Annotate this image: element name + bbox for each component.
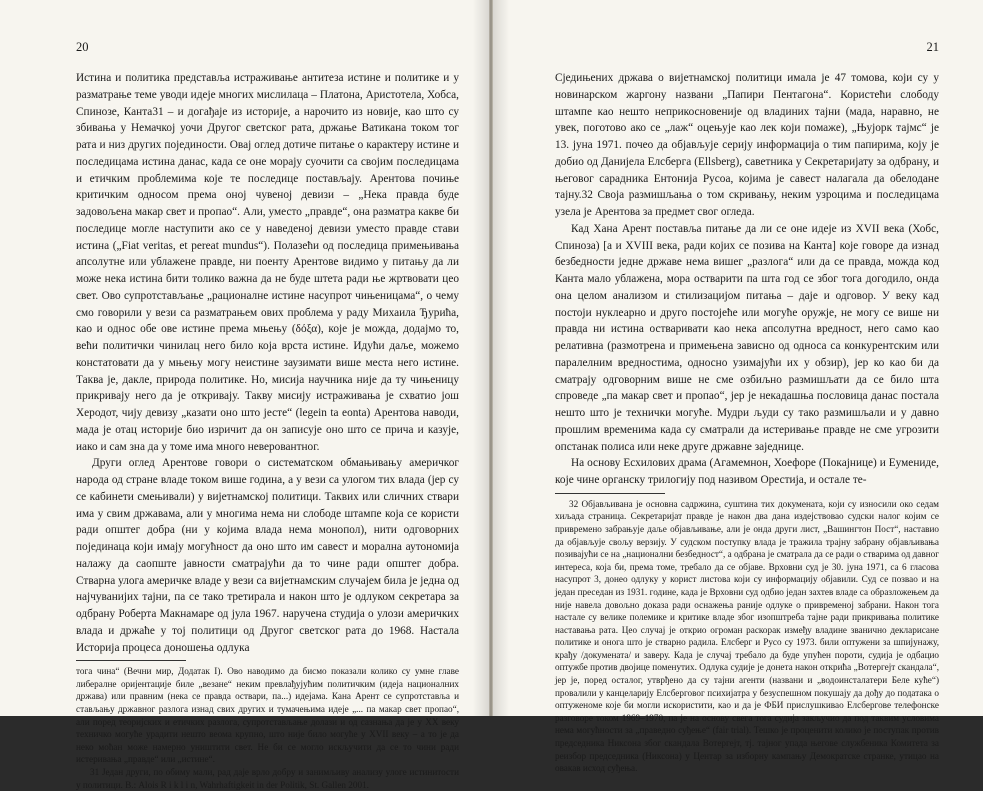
left-body-text [76, 70, 459, 656]
paragraph: Кад Хана Арент поставља питање да ли се оне идеје из XVII века (Хобс, Спиноза) [а и XVIII века, ради којих се позива на Канта] које говоре да изнад безбедности једне државе нема вишег „разлога“ или да се правда, можда код Канта мало ублажена, мора остварити па шта год се због тога догодило, онда она целом анализом и стилизацијом питања – даје и одговор. У веку кад постоји нуклеарно и друго постојеће или могуће оружје, не могу се више ни правда ни истина остваривати као нека апсолутна вредност, него само као релативна (размотрена и примењена зависно од односа са конкурентским или паралелним вредностима, односно узимајући их у обзир), јер ко као би да сматрају одговорним више не сме озбиљно размишљати да се било шта спроведе „па макар свет и пропао“, јер је некадашња пословица данас постала нешто што је технички могуће. Мудри људи су тако размишљали и у давно прошлим временима када су сматрали да истеривање правде не сме угрозити опстанак полиса или неке друге државне заједнице. [555, 222, 939, 453]
right-body-text [555, 70, 939, 489]
paragraph: Сједињених држава о вијетнамској политици имала је 47 томова, који су у новинарском жаргону названи „Папири Пентагона“. Користећи слободу штампе као нешто неприкосновеније од владиних тајни (мада, наравно, не увек, поготово ако се „лаж“ оцењује као лек који помаже), „Њујорк тајмс“ је 13. јуна 1971. почео да објављује серију информација о тим папирима, коју је добио од Данијела Елсберга (Ellsberg), саветника у Секретаријату за одбрану, и његовог сарадника Ентонија Русоа, којима је савест налагала да обелодане тајну.32 Своја размишљања о том скривању, неким узроцима и последицама узела је Арентова за предмет свог огледа. [555, 72, 939, 218]
footnote-rule [555, 493, 665, 494]
right-page-gutter-shadow [493, 0, 509, 716]
footnote-rule [76, 660, 186, 661]
page-number-left: 20 [76, 40, 89, 54]
footnote: тога чина“ (Вечни мир, Додатак I). Ово наводимо да бисмо показали колико су умне главе либералне оријентације биле „везане“ неким превлађујућим политичким (идеја националних држава) или правним (нека се правда оствари, па...) идејама. Кана Арент се супротставља и стављању државног разлога изнад свих других и тумачењима идеје „... па макар свет пропао“, али поред теоријских и етичких разлога, супротстављање долази и од сазнања да је у XX веку техничко могуће урадити нешто веома крупно, што није било могуће у XVII веку – а то је да неко моћан може намерно уништити свет. Не би се могло искључити да се то чини ради истеривања „правде“ или „истине“. [76, 666, 459, 765]
footnote: 32 Објављивана је основна садржина, суштина тих докумената, који су износили око седам хиљада страница. Секретаријат правде је након два дана издејствовао судски налог којим се привремено забрањује даље објављивање, али је онда други лист, „Вашингтон Пост“, наставио да објављује свољу верзију. У судском поступку влада је тражила трајну забрану објављивања позивајући се на „национални безбедност“, а одбрана је сматрала да се ради о стварима од давног интереса, која би, према томе, требало да се објаве. Врховни суд је 30. јуна 1971, са 6 гласова насупрот 3, донео одлуку у корист листова који су информацију објавили. Суд се позвао и на један преседан из 1931. године, када је Врховни суд одбио један захтев владе са образложењем да није навела довољно доказа ради оснажења раније одлуке о привременој забрани. Након тога настале су велике полемике и критике владе због изопштреба тајне ради прикривања политике наставања рата. Цео случај је открио огроман раскорак између владине званично декларисане политике и онога што је стварно радила. Елсберг и Русо су 1973. били оптужени за шпијунажу, крађу /докумената/ и заверу. Када је случај требало да буде упућен пороти, судија је одбацио оптужбе против двојице поменутих. Одлука судије је донета након открића „Вотергејт скандала“, јер је, поред осталог, утврђено да су тајни агенти (названи и „водоинсталатери Беле куће“) провалили у канцеларију Елсберговог психијатра у безуспешном покушају да дођу до података о оптуженоме које би могли искористити, као и да је ФБИ прислушкивао Елсбергове телефонске разговоре током 1969–1970, па је на основу свега тога судија закључио да под таквим условима нема могућности за „праведно суђење“ (fair trial). Тешко је проценити колико је поступак против председника Никсона због скандала Вотергејт, тј. тајног упада његове службеника Комитета за реизбор председника (Никсона) у Центар за изборну кампању Демократске странке, утицао на овакав исход суђења. [555, 498, 939, 774]
paragraph: Други оглед Арентове говори о систематском обмањивању америчког народа од стране владе током више година, а у вези са улогом тих влада (јер су се кабинети смењивали) у вијетнамској политици. Таквих или сличних ствари има у свим државама, али у многима нема ни слободе штампе која се користи ради општег добра (ни у којима влада нема монопол), нити одговорних појединаца који имају могућност да оно што им савест и морална аутономија налажу да саопште јавности сматрајући да то чине ради општег добра. Стварна улога америчке владе у вези са вијетнамским случајем била је једна од најчуванијих тајни, па се тако третирала и након што је одлуком секретара за одбрану Роберта Макнамаре од јула 1967. наручена студија о улози америчких влада и држаће у тој политици од Другог светског рата до 1968. Настала Историја процеса доношења одлука [76, 457, 459, 654]
left-page-gutter-shadow [473, 0, 489, 716]
footnote: 31 Један други, по обиму мали, рад даје врло добру и занимљиву анализу улоге истинитости у политици. В.: Alois R i k l i n, Wahrhaftigkeit in der Politik, St. Gallen 2001. [76, 767, 459, 790]
paragraph: Истина и политика представља истраживање антитеза истине и политике и у разматрање теме уводи идеје многих мислилаца – Платона, Аристотела, Хобса, Спинозе, Канта31 – и догађаје из историје, а нарочито из новије, као што су збивања у Немачкој уочи Другог светског рата, држање Ватикана током тог рата и низ других појединости. Овај оглед дотиче питање о карактеру истине и последицама истина данас, када се оне морају суочити са својим последицама и етичким проблемима које те последице постављају. Арентова почиње критичким односом према оној чувеној девизи – „Нека правда буде задовољена макар свет и пропао“. Али, уместо „правде“, она разматра какве би последице могле наступити ако се у наведеној девизи уместо правде стави истина („Fiat veritas, et pereat mundus“). Полазећи од последица примењивања апсолутне или ублажене правде, ни поенту Арентове видимо у питању да ли може нека истина бити толико важна да не буде штета ради ње жртвовати цео свет. Ово супротстављање „рационалне истине насупрот чињеницама“, о чему смо говорили у вези са разматрањем ових проблема у раду Михаила Ђурића, као и однос обе ове истине према мњењу (δόξα), које је можда, додајмо то, већи политички чинилац него било која врста истине. Идући даље, можемо констатовати да у мњењу могу неистине заузимати више места него истине. Таква је, дакле, природа политике. Но, мисија научника није да ту чињеницу прикривају него да је откривају. Такву мисију истраживања је схватио још Херодот, чију девизу „казати оно што јесте“ (legein ta eonta) Арентова наводи, мада је отац историје био изричит да он записује оно што се прича и казује, иако и сам зна да у томе има много неверовантног. [76, 72, 459, 453]
right-page [493, 0, 983, 774]
left-page [0, 0, 489, 790]
left-footnotes [76, 665, 459, 791]
paragraph: На основу Есхилових драма (Агамемнон, Хоефоре (Покајнице) и Еумениде, које чине органску трилогију под називом Орестија, и остале те- [555, 457, 939, 486]
page-number-right: 21 [926, 40, 939, 54]
right-footnotes [555, 498, 939, 775]
